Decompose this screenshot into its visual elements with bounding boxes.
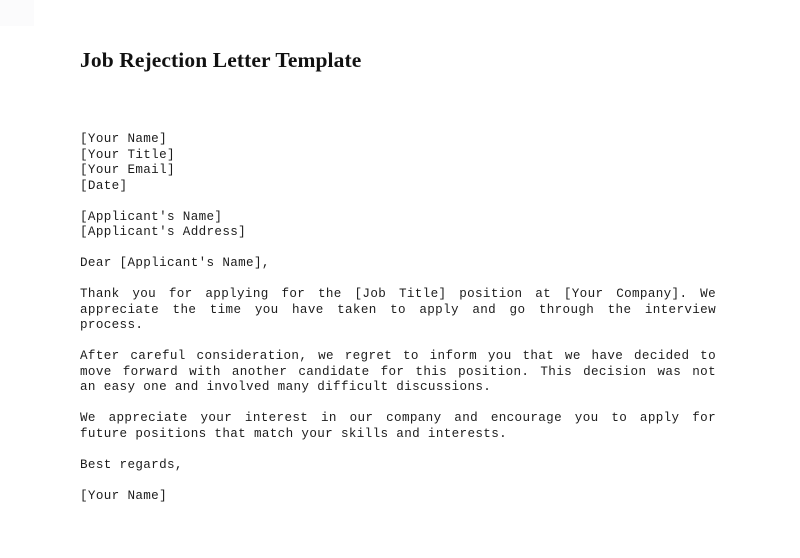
sender-title: [Your Title] (80, 147, 175, 162)
spacer (80, 396, 716, 412)
signature-line: [Your Name] (80, 488, 167, 503)
paragraph-line: We appreciate your interest in our company and encourage you to apply for (80, 411, 716, 425)
applicant-address: [Applicant's Address] (80, 225, 247, 239)
paragraph-line: After careful consideration, we regret to inform you that we have decided to (80, 349, 716, 363)
sender-email: [Your Email] (80, 163, 175, 177)
signature-block (80, 489, 716, 505)
paragraph-line: Thank you for applying for the [Job Title] position at [Your Company]. We (80, 287, 716, 301)
sender-block (80, 132, 716, 194)
paragraph-line: move forward with another candidate for this position. This decision was not (80, 364, 716, 379)
paragraph-line: process. (80, 318, 144, 332)
letter-body (80, 132, 716, 504)
paragraph-line: future positions that match your skills and interests. (80, 426, 508, 441)
letter-date: [Date] (80, 178, 128, 193)
paragraph-2 (80, 349, 716, 396)
paragraph-line: appreciate the time you have taken to apply and go through the interview (80, 302, 716, 317)
spacer (80, 334, 716, 350)
salutation-line: Dear [Applicant's Name], (80, 256, 270, 270)
spacer (80, 473, 716, 489)
sender-name: [Your Name] (80, 132, 167, 146)
salutation (80, 256, 716, 272)
page-top-tint (0, 0, 34, 26)
spacer (80, 241, 716, 257)
spacer (80, 442, 716, 458)
recipient-block (80, 210, 716, 241)
spacer (80, 194, 716, 210)
closing-block (80, 458, 716, 474)
spacer (80, 272, 716, 288)
paragraph-line: an easy one and involved many difficult discussions. (80, 380, 492, 394)
paragraph-3 (80, 411, 716, 442)
page-title: Job Rejection Letter Template (80, 48, 362, 72)
applicant-name: [Applicant's Name] (80, 209, 223, 224)
closing-line: Best regards, (80, 457, 183, 472)
paragraph-1 (80, 287, 716, 334)
